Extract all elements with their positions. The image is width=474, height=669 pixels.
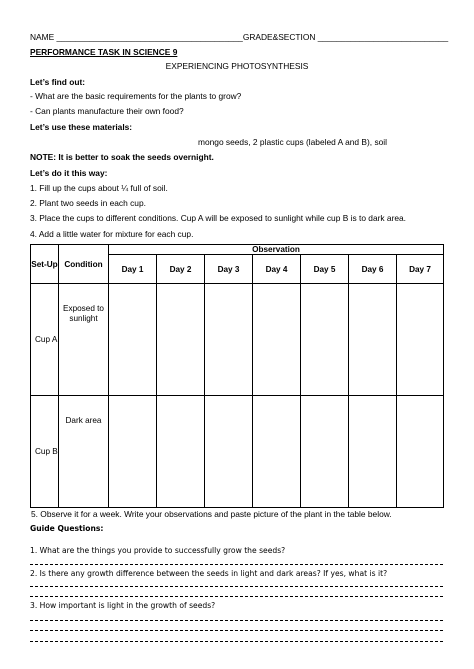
find-out-item: - What are the basic requirements for the plants to grow? — [30, 91, 242, 101]
answer-line[interactable] — [30, 641, 443, 642]
setup-cell: Cup B — [31, 396, 59, 508]
observation-cell[interactable] — [397, 396, 444, 508]
day-header: Day 2 — [157, 255, 205, 284]
condition-cell: Exposed to sunlight — [59, 284, 109, 396]
observation-cell[interactable] — [109, 284, 157, 396]
setup-cell: Cup A — [31, 284, 59, 396]
materials-text: mongo seeds, 2 plastic cups (labeled A and B), soil — [198, 137, 388, 147]
note-text: NOTE: It is better to soak the seeds overnight. — [30, 152, 214, 162]
day-header: Day 5 — [301, 255, 349, 284]
observation-cell[interactable] — [397, 284, 444, 396]
guide-question: 3. How important is light in the growth of seeds? — [30, 601, 216, 610]
observation-cell[interactable] — [301, 396, 349, 508]
procedure-step: 5. Observe it for a week. Write your observations and paste picture of the plant in the table below. — [31, 509, 392, 519]
day-header: Day 6 — [349, 255, 397, 284]
guide-question: 1. What are the things you provide to successfully grow the seeds? — [30, 546, 286, 555]
observation-cell[interactable] — [253, 284, 301, 396]
activity-title: EXPERIENCING PHOTOSYNTHESIS — [165, 61, 309, 71]
condition-cell: Dark area — [59, 396, 109, 508]
guide-question: 2. Is there any growth difference between the seeds in light and dark areas? If yes, what is it? — [30, 569, 388, 578]
setup-header: Set-Up — [31, 245, 59, 284]
observation-cell[interactable] — [349, 396, 397, 508]
observation-cell[interactable] — [253, 396, 301, 508]
observation-cell[interactable] — [157, 284, 205, 396]
find-out-heading: Let’s find out: — [30, 77, 86, 87]
table-row — [31, 396, 444, 508]
procedure-step: 4. Add a little water for mixture for each cup. — [30, 229, 194, 239]
find-out-item: - Can plants manufacture their own food? — [30, 106, 184, 116]
day-header: Day 1 — [109, 255, 157, 284]
answer-line[interactable] — [30, 596, 443, 597]
condition-header: Condition — [59, 245, 109, 284]
day-header: Day 7 — [397, 255, 444, 284]
procedure-step: 1. Fill up the cups about ¼ full of soil. — [30, 183, 168, 193]
guide-heading: Guide Questions: — [30, 524, 104, 533]
day-header: Day 4 — [253, 255, 301, 284]
name-grade-line[interactable]: NAME ________________________________________GRADE&SECTION ____________________________ — [30, 32, 449, 42]
procedure-heading: Let’s do it this way: — [30, 168, 108, 178]
observation-cell[interactable] — [157, 396, 205, 508]
observation-cell[interactable] — [205, 396, 253, 508]
observation-cell[interactable] — [205, 284, 253, 396]
observation-header: Observation — [109, 245, 444, 255]
procedure-step: 3. Place the cups to different conditions. Cup A will be exposed to sunlight while cup B is to dark area. — [30, 213, 407, 223]
answer-line[interactable] — [30, 586, 443, 587]
answer-line[interactable] — [30, 564, 443, 565]
task-title: PERFORMANCE TASK IN SCIENCE 9 — [30, 47, 178, 57]
observation-cell[interactable] — [349, 284, 397, 396]
observation-table — [30, 244, 444, 508]
materials-heading: Let’s use these materials: — [30, 122, 133, 132]
answer-line[interactable] — [30, 620, 443, 621]
answer-line[interactable] — [30, 630, 443, 631]
observation-cell[interactable] — [109, 396, 157, 508]
day-header: Day 3 — [205, 255, 253, 284]
procedure-step: 2. Plant two seeds in each cup. — [30, 198, 146, 208]
table-row — [31, 284, 444, 396]
observation-cell[interactable] — [301, 284, 349, 396]
